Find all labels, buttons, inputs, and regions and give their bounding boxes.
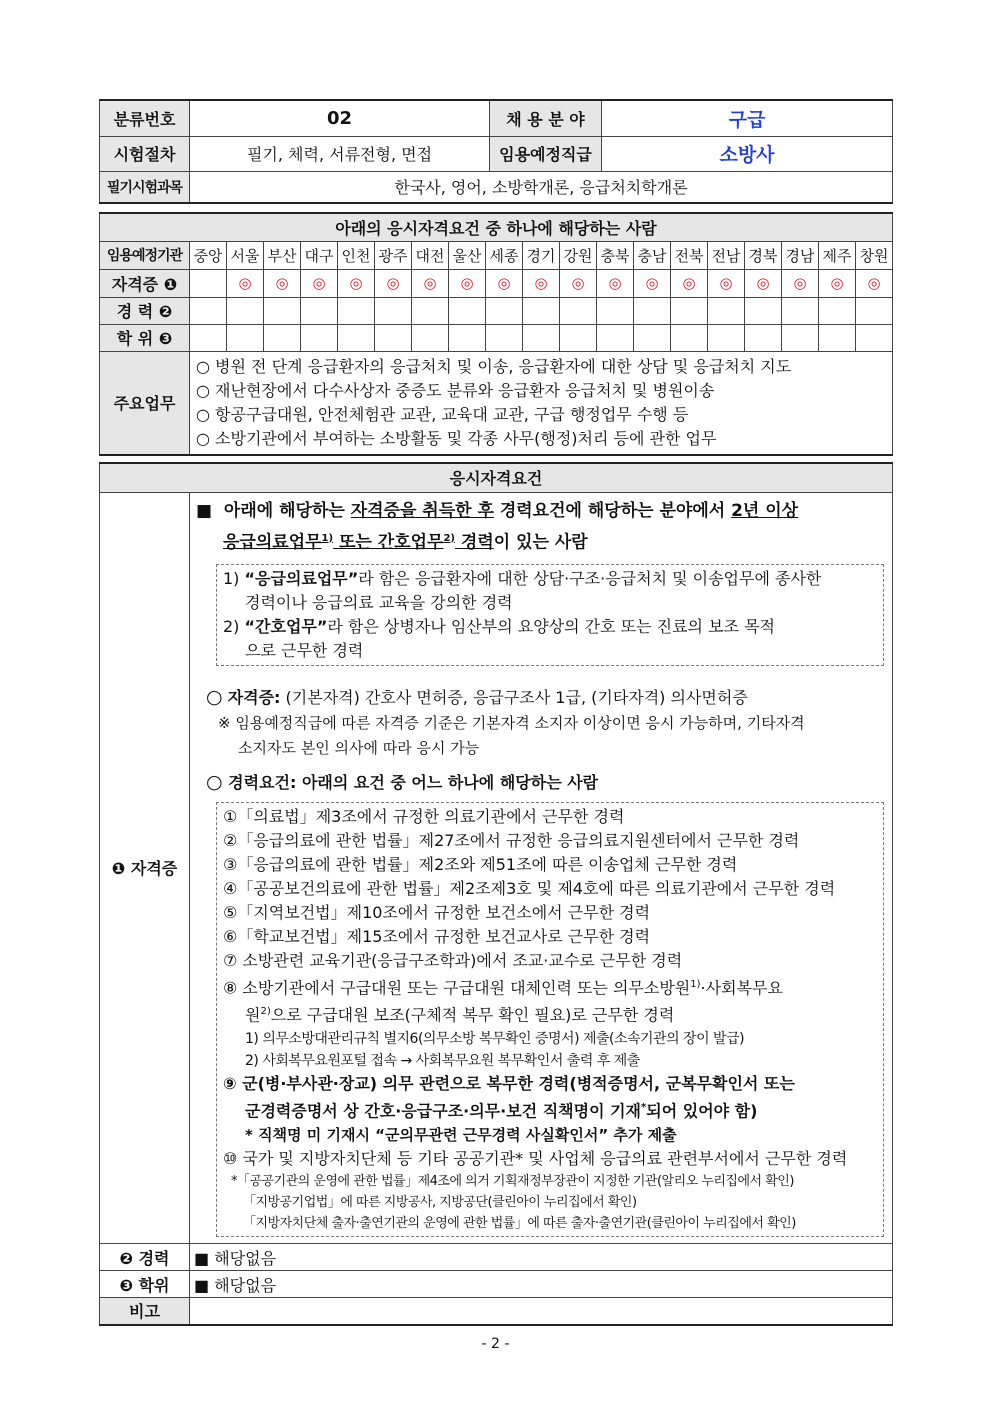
eligibility-mark [782,324,819,351]
eligibility-mark [301,297,338,324]
degree-label: ❸ 학위 [100,1271,190,1298]
career-text: 으로 구급대원 보조(구체적 복무 확인 필요)로 근무한 경력 [270,1005,675,1025]
footnote-ref: 1) [690,979,701,991]
definition-box [216,564,884,666]
note-term: “간호업무” [244,617,328,637]
career-item: ①「의료법」제3조에서 규정한 의료기관에서 근무한 경력 [223,807,625,827]
career-item: ⑥「학교보건법」제15조에서 규정한 보건교사로 근무한 경력 [223,927,651,947]
agency-header: 강원 [560,241,597,269]
career-item-cont [223,1000,877,1027]
career-box [216,802,884,1237]
main-req-text: 2년 이상 [731,500,799,521]
license-line [196,684,886,711]
rank-value: 소방사 [602,136,893,171]
eligibility-mark: ◎ [375,269,412,297]
main-req-text: 경력요건에 해당하는 분야에서 [493,500,732,521]
recruitment-sheet [99,99,893,1326]
qual-label: ❶ 자격증 [100,492,190,1244]
main-req-text: 자격증을 취득한 후 [350,500,494,521]
agency-header: 서울 [227,241,264,269]
qual-content [190,492,893,1244]
eligibility-mark [597,297,634,324]
eligibility-mark [412,324,449,351]
procedure-label: 시험절차 [100,136,190,171]
duty-item: ○ 소방기관에서 부여하는 소방활동 및 각종 사무(행정)처리 등에 관한 업무 [196,428,717,448]
career-item-cont [223,1096,877,1123]
eligibility-mark: ◎ [264,269,301,297]
eligibility-mark: ◎ [412,269,449,297]
main-req-text: 응급의료업무 [223,532,322,553]
agency-header: 경북 [745,241,782,269]
field-value: 구급 [602,100,893,136]
footnote-ref: 2) [260,1006,271,1018]
agency-header: 대전 [412,241,449,269]
page-number: - 2 - [481,1336,510,1352]
eligibility-mark: ◎ [708,269,745,297]
career-label: ❷ 경력 [100,1244,190,1271]
agency-header: 인천 [338,241,375,269]
class-no-label: 분류번호 [100,100,190,136]
eligibility-mark: ◎ [745,269,782,297]
eligibility-mark: ◎ [301,269,338,297]
eligibility-mark: ◎ [856,269,893,297]
eligibility-mark [449,324,486,351]
circle-icon: ○ [206,771,223,794]
eligibility-mark [375,297,412,324]
eligibility-mark [523,324,560,351]
career-item: ③「응급의료에 관한 법률」제2조와 제51조에 따른 이송업체 근무한 경력 [223,855,738,875]
eligibility-mark: ◎ [597,269,634,297]
license-note: 소지자도 본인 의사에 따라 응시 가능 [238,739,480,758]
main-req-text: 이 있는 사람 [493,532,588,553]
eligibility-mark [190,269,227,297]
career-text: 되어 있어야 함) [646,1101,758,1121]
note-2 [223,615,877,639]
eligibility-mark [671,324,708,351]
career-subnote: 「지방자치단체 출자·출연기관의 운영에 관한 법률」에 따른 출자·출연기관(클린아이 누리집에서 확인) [243,1216,796,1232]
subjects-value: 한국사, 영어, 소방학개론, 응급처치학개론 [190,171,893,203]
qualification-table [99,462,893,1326]
main-req-text: 경력 [454,532,494,553]
agency-header: 경기 [523,241,560,269]
career-item: ②「응급의료에 관한 법률」제27조에서 규정한 응급의료지원센터에서 근무한 경력 [223,831,800,851]
row-label: 경 력 ❷ [100,297,190,324]
eligibility-mark [708,297,745,324]
eligibility-mark [375,324,412,351]
note-text: 라 함은 응급환자에 대한 상담·구조·응급처치 및 이송업무에 종사한 [358,569,822,589]
eligibility-mark: ◎ [671,269,708,297]
eligibility-mark [634,297,671,324]
license-note: ※ 임용예정직급에 따른 자격증 기준은 기본자격 소지자 이상이면 응시 가능하며, 기타자격 [218,714,805,733]
duty-item: ○ 병원 전 단계 응급환자의 응급처치 및 이송, 응급환자에 대한 상담 및 응급처치 지도 [196,356,792,376]
eligibility-mark [782,297,819,324]
agency-label: 임용예정기관 [100,241,190,269]
eligibility-mark [190,324,227,351]
career-subnote: 「지방공기업법」에 따른 지방공사, 지방공단(클린아이 누리집에서 확인) [243,1195,637,1211]
main-req-text: 아래에 해당하는 [223,500,351,521]
agency-header: 중앙 [190,241,227,269]
procedure-value: 필기, 체력, 서류전형, 면접 [190,136,490,171]
eligibility-mark: ◎ [338,269,375,297]
note-num: 2) [223,617,240,637]
career-text: 원 [245,1005,261,1025]
career-item: ⑨ 군(병·부사관·장교) 의무 관련으로 복무한 경력(병적증명서, 군복무확인서 또는 [223,1073,795,1093]
eligibility-mark [523,297,560,324]
qual-title: 응시자격요건 [100,463,893,492]
eligibility-mark: ◎ [227,269,264,297]
eligibility-mark: ◎ [819,269,856,297]
duties-list [190,351,893,455]
eligibility-mark: ◎ [523,269,560,297]
eligibility-mark [412,297,449,324]
field-label: 채 용 분 야 [490,100,602,136]
row-label: 학 위 ❸ [100,324,190,351]
duties-label: 주요업무 [100,351,190,455]
eligibility-mark: ◎ [634,269,671,297]
eligibility-mark [745,324,782,351]
eligibility-mark [486,297,523,324]
agency-header: 창원 [856,241,893,269]
eligibility-mark [597,324,634,351]
career-subnote: *「공공기관의 운영에 관한 법률」제4조에 의거 기획재정부장관이 지정한 기관(알리오 누리집에서 확인) [231,1174,794,1190]
career-text: ·사회복무요 [700,978,783,998]
license-label: 자격증: [227,688,281,708]
eligibility-mark [671,297,708,324]
eligibility-mark [819,324,856,351]
eligibility-mark: ◎ [486,269,523,297]
eligibility-mark [856,324,893,351]
career-subnote: 1) 의무소방대관리규칙 별지6(의무소방 복무확인 증명서) 제출(소속기관의 장이 발급) [245,1030,745,1047]
note-num: 1) [223,569,240,589]
eligibility-mark [856,297,893,324]
main-req-text: 또는 간호업무 [333,532,444,553]
summary-table [99,99,893,204]
agency-header: 세종 [486,241,523,269]
rank-label: 임용예정직급 [490,136,602,171]
footnote-ref: 1) [321,532,334,544]
duty-item: ○ 항공구급대원, 안전체험관 교관, 교육대 교관, 구급 행정업무 수행 등 [196,404,689,424]
career-text: ⑧ 소방기관에서 구급대원 또는 구급대원 대체인력 또는 의무소방원 [223,978,691,998]
agency-header: 충남 [634,241,671,269]
career-item: ⑩ 국가 및 지방자치단체 등 기타 공공기관* 및 사업체 응급의료 관련부서에서 근무한 경력 [223,1149,848,1169]
eligibility-mark [227,324,264,351]
eligibility-mark [301,324,338,351]
requirement-title: 아래의 응시자격요건 중 하나에 해당하는 사람 [100,213,893,241]
main-requirement [196,497,886,525]
eligibility-mark [338,324,375,351]
eligibility-mark [560,297,597,324]
agency-header: 경남 [782,241,819,269]
career-title-text: 경력요건: 아래의 요건 중 어느 하나에 해당하는 사람 [228,773,599,793]
eligibility-mark [264,297,301,324]
footnote-ref: 2) [443,532,455,544]
remarks-value [190,1298,893,1325]
career-subnote: * 직책명 미 기재시 “군의무관련 근무경력 사실확인서” 추가 제출 [245,1126,677,1145]
career-title [196,769,886,796]
subjects-label: 필기시험과목 [100,171,190,203]
bullet: ■ [196,500,213,521]
eligibility-mark [560,324,597,351]
agency-header: 대구 [301,241,338,269]
career-item: ⑦ 소방관련 교육기관(응급구조학과)에서 조교·교수로 근무한 경력 [223,951,683,971]
agency-table [99,212,893,456]
eligibility-mark [745,297,782,324]
career-item: ⑤「지역보건법」제10조에서 규정한 보건소에서 근무한 경력 [223,903,651,923]
note-text: 으로 근무한 경력 [245,641,364,661]
agency-header: 부산 [264,241,301,269]
footnote-ref: * [641,1101,647,1113]
eligibility-mark: ◎ [560,269,597,297]
career-item: ④「공공보건의료에 관한 법률」제2조제3호 및 제4호에 따른 의료기관에서 근무한 경력 [223,879,836,899]
agency-header: 전남 [708,241,745,269]
eligibility-mark [338,297,375,324]
eligibility-mark [264,324,301,351]
note-text: 경력이나 응급의료 교육을 강의한 경력 [245,593,513,613]
main-requirement-cont [196,525,886,557]
agency-header: 충북 [597,241,634,269]
eligibility-mark [819,297,856,324]
career-item [223,973,877,1000]
agency-header: 제주 [819,241,856,269]
eligibility-mark [634,324,671,351]
license-text: (기본자격) 간호사 면허증, 응급구조사 1급, (기타자격) 의사면허증 [280,688,748,708]
career-value: ■ 해당없음 [190,1244,893,1271]
class-no: 02 [190,100,490,136]
agency-header: 광주 [375,241,412,269]
career-text: 군경력증명서 상 간호·응급구조·의무·보건 직책명이 기재 [245,1101,642,1121]
eligibility-mark: ◎ [449,269,486,297]
career-subnote: 2) 사회복무요원포털 접속 → 사회복무요원 복무확인서 출력 후 제출 [245,1052,640,1069]
degree-value: ■ 해당없음 [190,1271,893,1298]
circle-icon: ○ [206,686,223,709]
note-1 [223,567,877,591]
remarks-label: 비고 [100,1298,190,1325]
row-label: 자격증 ❶ [100,269,190,297]
eligibility-mark [227,297,264,324]
eligibility-mark: ◎ [782,269,819,297]
eligibility-mark [708,324,745,351]
eligibility-mark [190,297,227,324]
eligibility-mark [449,297,486,324]
note-text: 라 함은 상병자나 임산부의 요양상의 간호 또는 진료의 보조 목적 [327,617,776,637]
agency-header: 전북 [671,241,708,269]
eligibility-mark [486,324,523,351]
agency-header: 울산 [449,241,486,269]
note-term: “응급의료업무” [244,569,359,589]
duty-item: ○ 재난현장에서 다수사상자 중증도 분류와 응급환자 응급처치 및 병원이송 [196,380,715,400]
